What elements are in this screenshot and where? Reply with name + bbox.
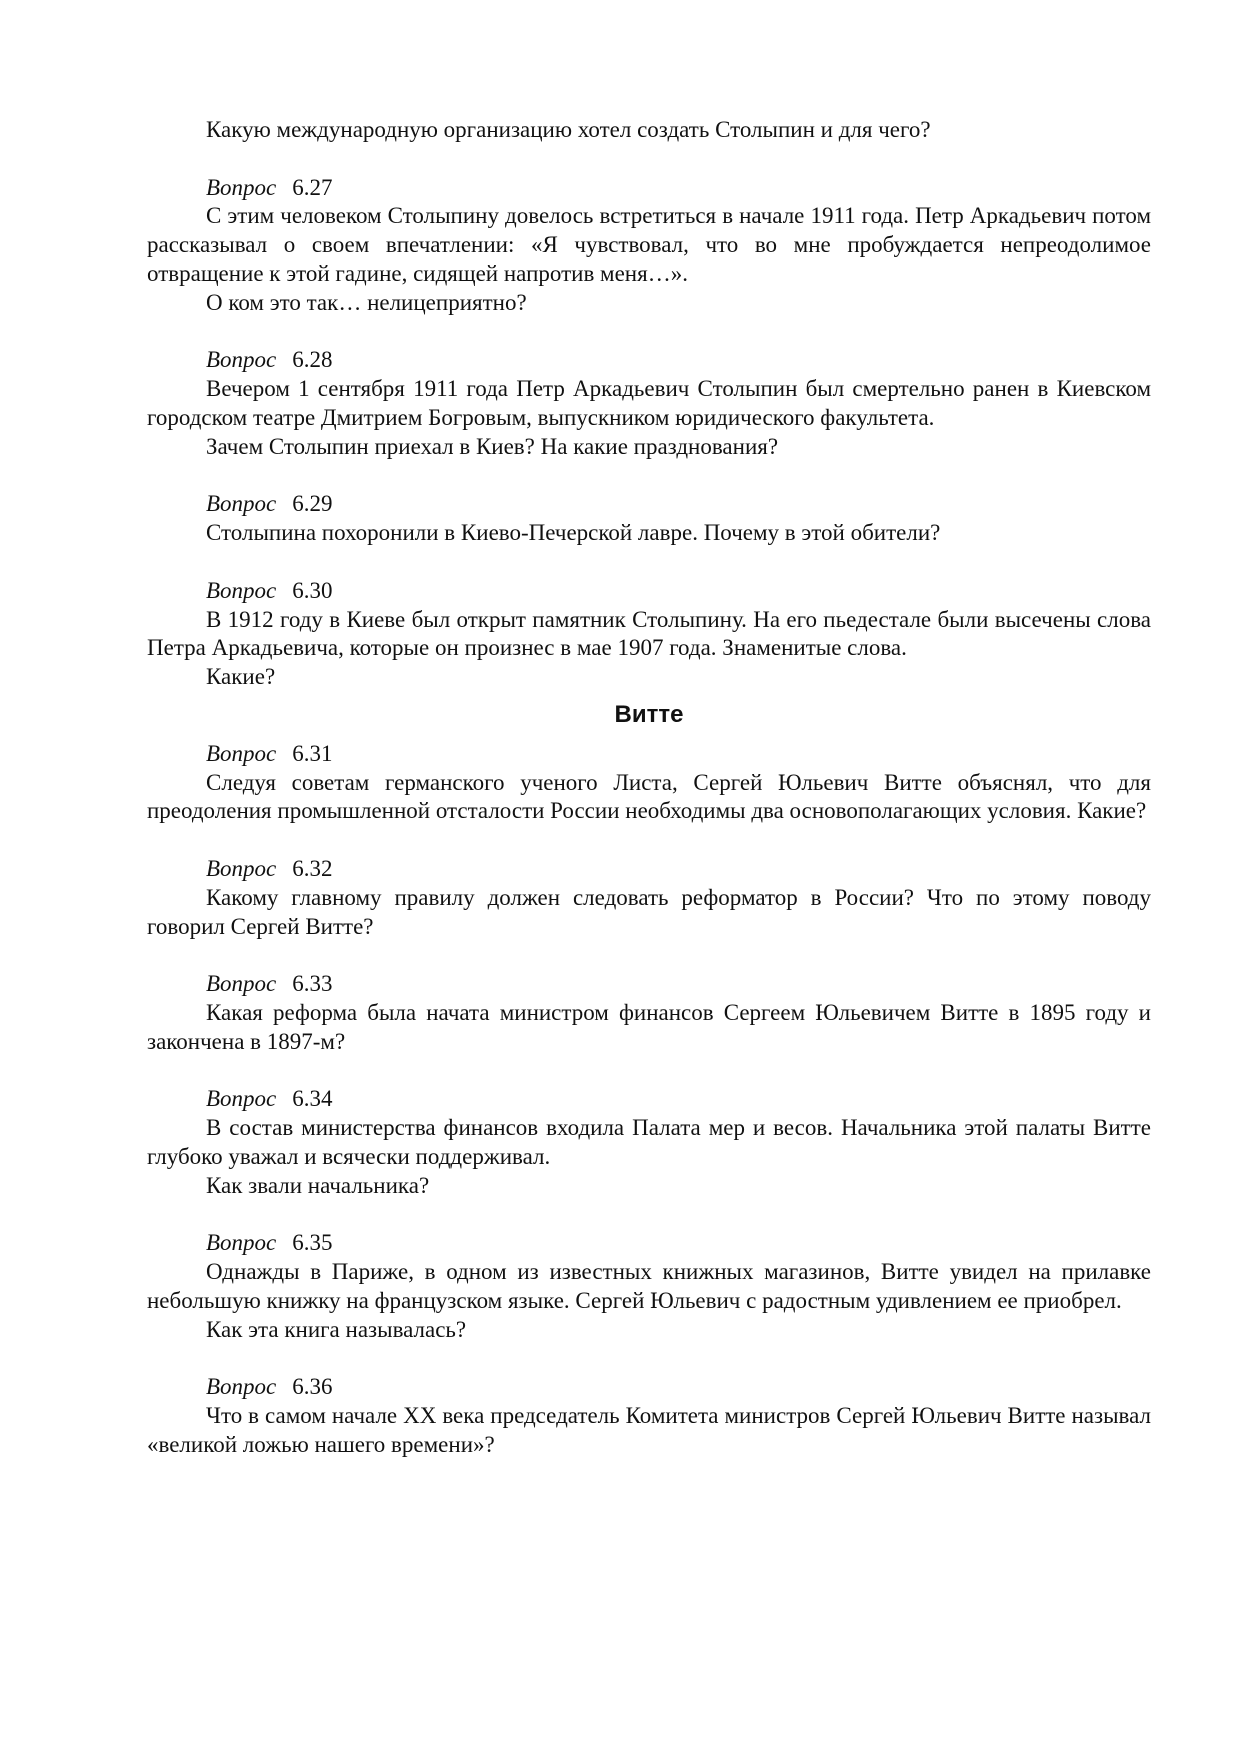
question-word: Вопрос bbox=[206, 1230, 277, 1256]
question-number: 6.34 bbox=[292, 1086, 333, 1112]
question-word: Вопрос bbox=[206, 577, 277, 603]
question-word: Вопрос bbox=[206, 740, 277, 766]
question-block bbox=[147, 740, 1151, 826]
question-label bbox=[147, 970, 1151, 999]
question-paragraph: С этим человеком Столыпину довелось встретиться в начале 1911 года. Петр Аркадьевич потом рассказывал о своем впечатлении: «Я чувствовал, что во мне пробуждается непреодолимое отвращение к этой гадине, сидящей напротив меня…». bbox=[147, 203, 1151, 286]
spacer bbox=[147, 462, 1151, 491]
intro-paragraph: Какую международную организацию хотел создать Столыпин и для чего? bbox=[206, 117, 931, 142]
question-word: Вопрос bbox=[206, 971, 277, 997]
questions-part-1 bbox=[147, 174, 1151, 692]
spacer bbox=[147, 1057, 1151, 1086]
question-paragraph: Что в самом начале XX века председатель Комитета министров Сергей Юльевич Витте называл «великой ложью нашего времени»? bbox=[147, 1403, 1151, 1457]
spacer bbox=[147, 1344, 1151, 1373]
spacer bbox=[147, 145, 1151, 174]
question-paragraph: О ком это так… нелицеприятно? bbox=[206, 289, 527, 315]
question-block bbox=[147, 346, 1151, 461]
question-label bbox=[147, 1085, 1151, 1114]
question-word: Вопрос bbox=[206, 855, 277, 881]
question-label bbox=[147, 740, 1151, 769]
question-label bbox=[147, 577, 1151, 606]
question-paragraph: Как эта книга называлась? bbox=[206, 1316, 467, 1342]
question-word: Вопрос bbox=[206, 491, 277, 517]
section-heading: Витте bbox=[614, 700, 684, 728]
question-number: 6.33 bbox=[292, 971, 333, 997]
question-paragraph: Какому главному правилу должен следовать реформатор в России? Что по этому поводу говорил Сергей Витте? bbox=[147, 884, 1151, 939]
question-label bbox=[147, 346, 1151, 375]
question-word: Вопрос bbox=[206, 174, 277, 200]
question-number: 6.35 bbox=[292, 1230, 333, 1256]
question-block bbox=[147, 1373, 1151, 1459]
question-number: 6.27 bbox=[292, 174, 333, 200]
question-paragraph: В состав министерства финансов входила Палата мер и весов. Начальника этой палаты Витте глубоко уважал и всячески поддерживал. bbox=[147, 1115, 1151, 1169]
question-label bbox=[147, 855, 1151, 884]
question-number: 6.36 bbox=[292, 1374, 333, 1400]
question-paragraph: Какие? bbox=[206, 664, 276, 690]
question-word: Вопрос bbox=[206, 1086, 277, 1112]
question-paragraph: Как звали начальника? bbox=[206, 1172, 430, 1198]
question-paragraph: В 1912 году в Киеве был открыт памятник Столыпину. На его пьедестале были высечены слова Петра Аркадьевича, которые он произнес в мае 1907 года. Знаменитые слова. bbox=[147, 606, 1151, 661]
question-label bbox=[147, 1373, 1151, 1402]
spacer bbox=[147, 318, 1151, 347]
question-paragraph: Следуя советам германского ученого Листа, Сергей Юльевич Витте объяснял, что для преодоления промышленной отсталости России необходимы два основополагающих условия. Какие? bbox=[147, 769, 1151, 824]
question-paragraph: Однажды в Париже, в одном из известных книжных магазинов, Витте увидел на прилавке небольшую книжку на французском языке. Сергей Юльевич с радостным удивлением ее приобрел. bbox=[147, 1259, 1151, 1313]
questions-part-2 bbox=[147, 740, 1151, 1460]
spacer bbox=[147, 941, 1151, 970]
question-label bbox=[147, 490, 1151, 519]
question-block bbox=[147, 174, 1151, 318]
question-block bbox=[147, 1085, 1151, 1200]
question-label bbox=[147, 174, 1151, 203]
question-paragraph: Столыпина похоронили в Киево-Печерской лавре. Почему в этой обители? bbox=[206, 520, 941, 546]
question-block bbox=[147, 490, 1151, 548]
question-block bbox=[147, 970, 1151, 1056]
question-block bbox=[147, 577, 1151, 692]
question-block bbox=[147, 855, 1151, 941]
question-word: Вопрос bbox=[206, 1374, 277, 1400]
question-number: 6.30 bbox=[292, 577, 333, 603]
spacer bbox=[147, 548, 1151, 577]
question-paragraph: Зачем Столыпин приехал в Киев? На какие празднования? bbox=[206, 433, 779, 459]
question-block bbox=[147, 1229, 1151, 1344]
question-word: Вопрос bbox=[206, 347, 277, 373]
spacer bbox=[147, 1200, 1151, 1229]
question-label bbox=[147, 1229, 1151, 1258]
text-column bbox=[147, 116, 1151, 1460]
spacer bbox=[147, 826, 1151, 855]
question-number: 6.32 bbox=[292, 855, 333, 881]
question-paragraph: Вечером 1 сентября 1911 года Петр Аркадьевич Столыпин был смертельно ранен в Киевском городском театре Дмитрием Богровым, выпускником юридического факультета. bbox=[147, 376, 1151, 430]
question-number: 6.31 bbox=[292, 740, 333, 766]
question-number: 6.29 bbox=[292, 491, 333, 517]
question-number: 6.28 bbox=[292, 347, 333, 373]
question-paragraph: Какая реформа была начата министром финансов Сергеем Юльевичем Витте в 1895 году и закончена в 1897-м? bbox=[147, 999, 1151, 1054]
